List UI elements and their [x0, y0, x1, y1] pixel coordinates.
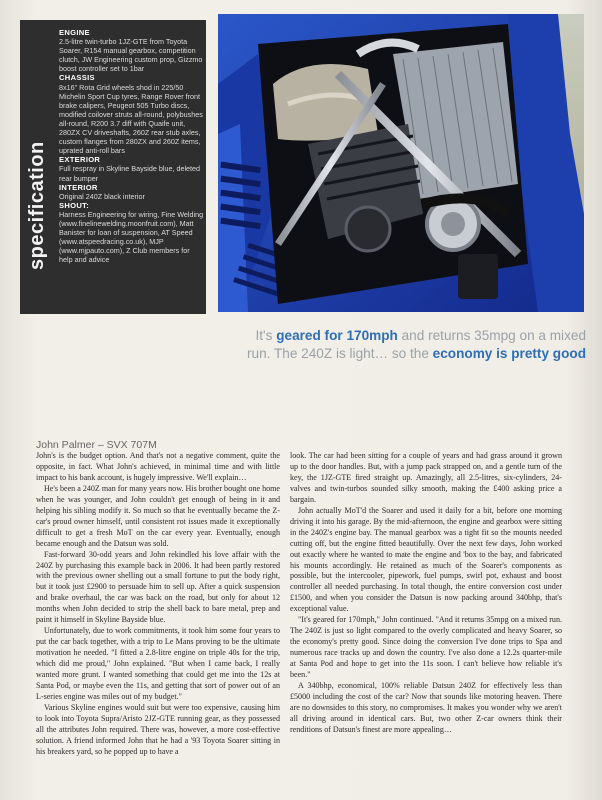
paragraph: look. The car had been sitting for a couple of years and had grass around it grown up to the door handles. But, with a jump pack strapped on, and a gentle turn of the key, the 1JZ-GTE fired straight up. Amazingly, all 2.5-litres, six-cylinders, 24-valves and twin-turbos sounded silky smooth, making the £400 asking price a bargain.	[290, 451, 562, 504]
paragraph: Unfortunately, due to work commitments, it took him some four years to put the car back together, with a trip to Le Mans proving to be the ultimate motivation he needed. "I fitted a 2.8-litre engine on triple 40s for the trip, which did me proud," John explained. "But when I came back, I really wanted more grunt. I wanted something that could get me into the 12s at Santa Pod, or maybe even the 11s, and getting that sort of power out of an L-series engine was miles out of my budget."	[36, 626, 280, 701]
paragraph: Fast-forward 30-odd years and John rekindled his love affair with the 240Z by purchasing this example back in 2006. It had been partly restored with the previous owner shelling out a small fortune to put the body right, but it took just £2900 to persuade him to sell up. After a quick suspension and brake overhaul, the car was back on the road, but only for about 12 months when John decided to strip the shell back to bare metal, prep and paint it himself in Skyline Bayside blue.	[36, 549, 280, 625]
engine-bay-photo	[218, 14, 584, 312]
article-column-left	[36, 451, 280, 758]
paragraph: John actually MoT'd the Soarer and used it daily for a bit, before one morning driving it into his garage. By the mid-afternoon, the engine and gearbox were sitting in the 240Z's engine bay. The manual gearbox was a tight fit so the mounts needed cutting off, but the engine fitted beautifully. Over the next few days, John worked out exactly where he wanted to mate the engine and 'box to the bay, and fabricated his mounts accordingly. He retained as much of the Soarer's components as possible, but the intercooler, pipework, fuel pumps, swirl pot, exhaust and boost controller all needed purchasing. In total though, the entire conversion cost under £1500, and when you consider the Datsun is now packing around 340bhp, that's exceptional value.	[290, 505, 562, 614]
pull-quote-highlight: economy is pretty good	[432, 346, 586, 361]
spec-section-exterior: EXTERIOR Full respray in Skyline Bayside blue, deleted rear bumper	[59, 155, 201, 183]
specification-list	[59, 28, 205, 264]
pull-quote-highlight: geared for 170mph	[276, 328, 398, 343]
specification-vertical-title: specification	[26, 141, 48, 270]
specification-box	[20, 20, 206, 314]
paragraph: He's been a 240Z man for many years now. His brother bought one home when he was younger, and John couldn't get enough of being in it and helping his sibling modify it. So much so that he eventually became the Z-car's proud owner himself, until consistent rot issues made it exceptionally difficult to get a fresh MoT on the car every year. Eventually, enough became enough and the Datsun was sold.	[36, 483, 280, 548]
spec-section-chassis: CHASSIS 8x16" Rota Grid wheels shod in 225/50 Michelin Sport Cup tyres, Range Rover front brake calipers, Peugeot 505 Turbo discs, modified coilover struts all-round, polybushes all-round, R200 3.7 diff with Quaife unit, 280ZX CV driveshafts, 260Z rear stub axles, custom flanges from 280ZX and 260Z items, uprated anti-roll bars	[59, 73, 203, 156]
spec-section-interior: INTERIOR Original 240Z black interior	[59, 182, 145, 201]
paragraph: A 340bhp, economical, 100% reliable Datsun 240Z for effectively less than £5000 including the cost of the car? Now that sounds like motoring heaven. There are no downsides to this story, no compromises. It makes you wonder why we aren't all driving around in identical cars. But, two other Z-car owners think their renditions of Datsun's finest are more appealing…	[290, 681, 562, 734]
pull-quote: It's geared for 170mph and returns 35mpg on a mixed run. The 240Z is light… so the economy is pretty good	[247, 328, 586, 361]
article-byline: John Palmer – SVX 707M	[36, 439, 157, 451]
spec-section-engine: ENGINE 2.5-litre twin-turbo 1JZ-GTE from Toyota Soarer, R154 manual gearbox, competition clutch, JW Engineering custom prop, Gizzmo boost controller set to 1bar	[59, 28, 203, 74]
spec-section-shout: SHOUT: Harness Engineering for wiring, Fine Welding (www.finelinewelding.moonfruit.com), Matt Banister for loan of suspension, AT Speed (www.atspeedracing.co.uk), MJP (www.mjpauto.com), Z Club members for help and advice	[59, 200, 204, 265]
paragraph: Various Skyline engines would suit but were too expensive, causing him to look into Toyota Supra/Aristo 2JZ-GTE running gear, as they possessed all the attributes John required. There was, however, a more cost-effective solution. A friend informed John that he had a '93 Toyota Soarer sitting in his breakers yard, so he popped up to have a	[36, 702, 280, 756]
paragraph: John's is the budget option. And that's not a negative comment, quite the opposite, in fact. What John's achieved, in minimal time and with little impact to his bank account, is hugely impressive. We'll explain…	[36, 451, 280, 482]
paragraph: "It's geared for 170mph," John continued. "And it returns 35mpg on a mixed run. The 240Z is just so light compared to the overly complicated and heavy Soarer, so the economy's pretty good. Since doing the conversion I've done trips to Spa and numerous race tracks up and down the country. I've also done a 12.2s quarter-mile at Santa Pod and hope to get into the 11s soon. I can't believe how reliable it's been."	[290, 615, 562, 680]
article-column-right	[290, 451, 562, 736]
